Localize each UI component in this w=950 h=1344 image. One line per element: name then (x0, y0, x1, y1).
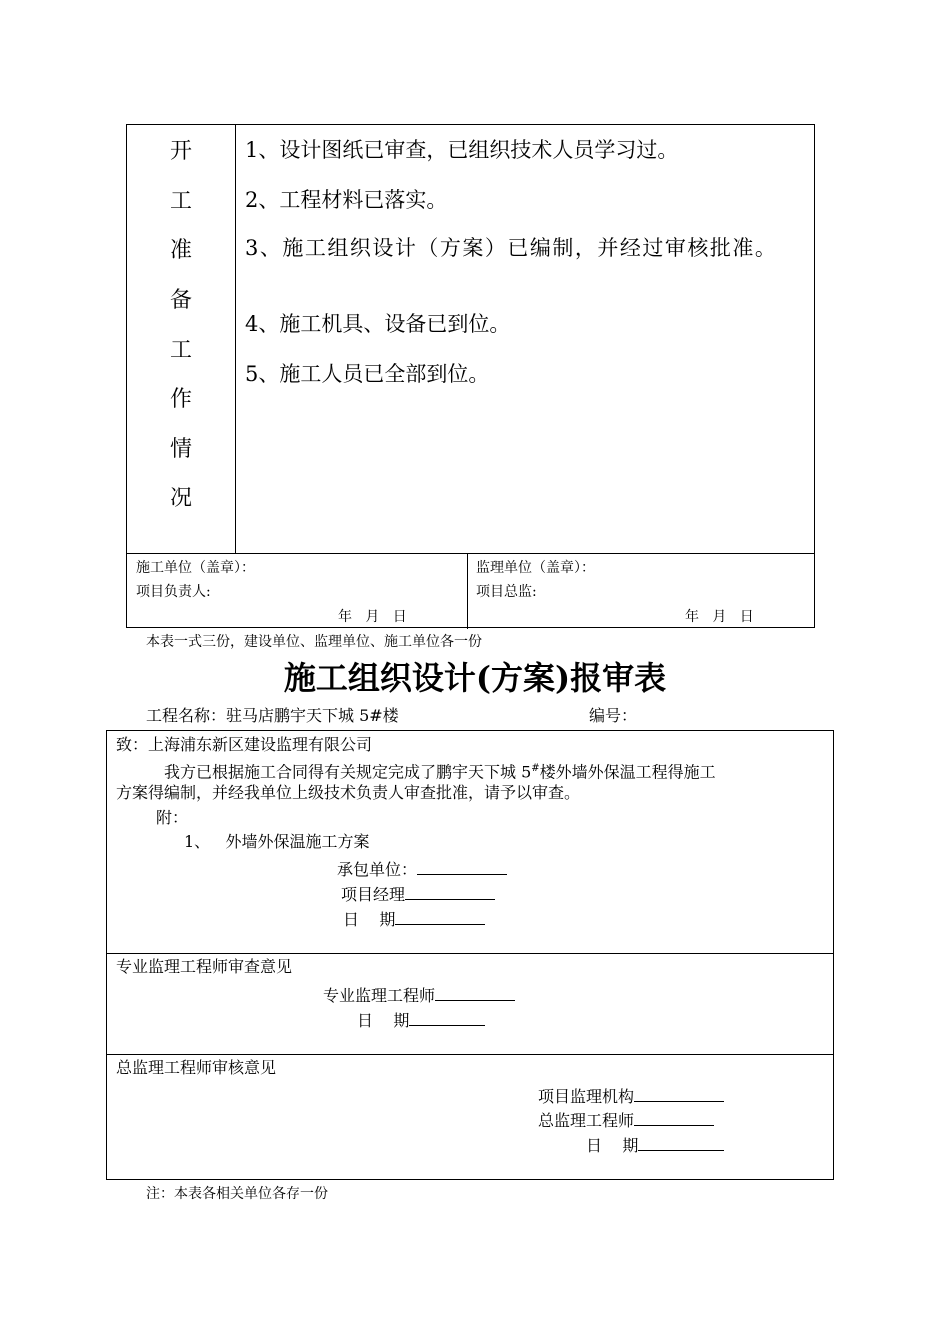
section-divider (107, 1054, 833, 1055)
preparation-item: 2、工程材料已落实。 (245, 188, 448, 212)
date-blank (395, 906, 485, 925)
engineer-date-line (357, 1007, 485, 1032)
org-signature-line (538, 1083, 724, 1108)
label-char: 备 (169, 288, 192, 313)
label-char: 况 (169, 486, 192, 511)
preparation-item: 3、施工组织设计（方案）已编制，并经过审核批准。 (245, 236, 778, 260)
date-signature-line (343, 906, 485, 931)
label-char: 工 (169, 189, 192, 214)
label-char: 作 (169, 387, 192, 412)
supervisor-date-label: 年 月 日 (685, 609, 754, 625)
project-name-label: 工程名称：驻马店鹏宇天下城 5#楼 (146, 706, 399, 725)
contractor-blank (417, 856, 507, 875)
attachment-label: 附： (156, 808, 189, 827)
preparation-label-column (127, 125, 236, 553)
form-footnote: 注：本表各相关单位各存一份 (146, 1186, 328, 1202)
engineer-blank (435, 982, 515, 1001)
label-char: 准 (169, 238, 192, 263)
section-divider (107, 953, 833, 954)
body-text-b: 楼外墙外保温工程得施工 (539, 762, 716, 782)
preparation-item: 1、设计图纸已审查，已组织技术人员学习过。 (245, 138, 679, 162)
preparation-item: 4、施工机具、设备已到位。 (245, 312, 511, 336)
engineer-date-label: 日 期 (357, 1011, 410, 1030)
submission-body-line1 (164, 758, 716, 783)
contractor-label: 承包单位： (337, 860, 418, 879)
chief-review-heading: 总监理工程师审核意见 (116, 1058, 277, 1077)
date-label: 日 期 (343, 910, 396, 929)
engineer-review-heading: 专业监理工程师审查意见 (116, 957, 293, 976)
chief-date-blank (638, 1132, 724, 1151)
org-blank (634, 1083, 724, 1102)
signature-row (127, 553, 814, 628)
chief-signature-line (538, 1107, 714, 1132)
contractor-unit-label: 施工单位（盖章）： (136, 560, 255, 576)
manager-label: 项目经理 (341, 885, 406, 904)
contractor-signature-line (337, 856, 507, 881)
manager-signature-line (341, 881, 495, 906)
supervisor-unit-label: 监理单位（盖章）： (476, 560, 595, 576)
addressee: 致：上海浦东新区建设监理有限公司 (116, 735, 373, 754)
form-number-label: 编号： (589, 706, 638, 725)
chief-label: 总监理工程师 (538, 1111, 635, 1130)
submission-body-line2: 方案得编制，并经我单位上级技术负责人审查批准，请予以审查。 (116, 783, 581, 802)
label-char: 情 (169, 437, 192, 462)
org-label: 项目监理机构 (538, 1087, 635, 1106)
engineer-label: 专业监理工程师 (323, 986, 436, 1005)
attachment-item: 1、 外墙外保温施工方案 (184, 832, 370, 851)
preparation-item: 5、施工人员已全部到位。 (245, 362, 490, 386)
preparation-table (126, 124, 815, 628)
body-text-a: 我方已根据施工合同得有关规定完成了鹏宇天下城 5 (164, 762, 532, 782)
top-table-footnote: 本表一式三份，建设单位、监理单位、施工单位各一份 (146, 634, 482, 650)
contractor-date-label: 年 月 日 (338, 609, 407, 625)
signature-divider (467, 554, 468, 629)
form-title: 施工组织设计(方案)报审表 (283, 659, 667, 697)
engineer-signature-line (323, 982, 515, 1007)
chief-blank (634, 1107, 714, 1126)
manager-blank (405, 881, 495, 900)
engineer-date-blank (409, 1007, 485, 1026)
supervisor-person-label: 项目总监: (476, 584, 537, 600)
label-char: 开 (169, 139, 192, 164)
submission-form (106, 730, 834, 1180)
contractor-person-label: 项目负责人: (136, 584, 211, 600)
chief-date-line (586, 1132, 724, 1157)
body-superscript: # (531, 763, 540, 774)
chief-date-label: 日 期 (586, 1136, 639, 1155)
label-char: 工 (169, 338, 192, 363)
